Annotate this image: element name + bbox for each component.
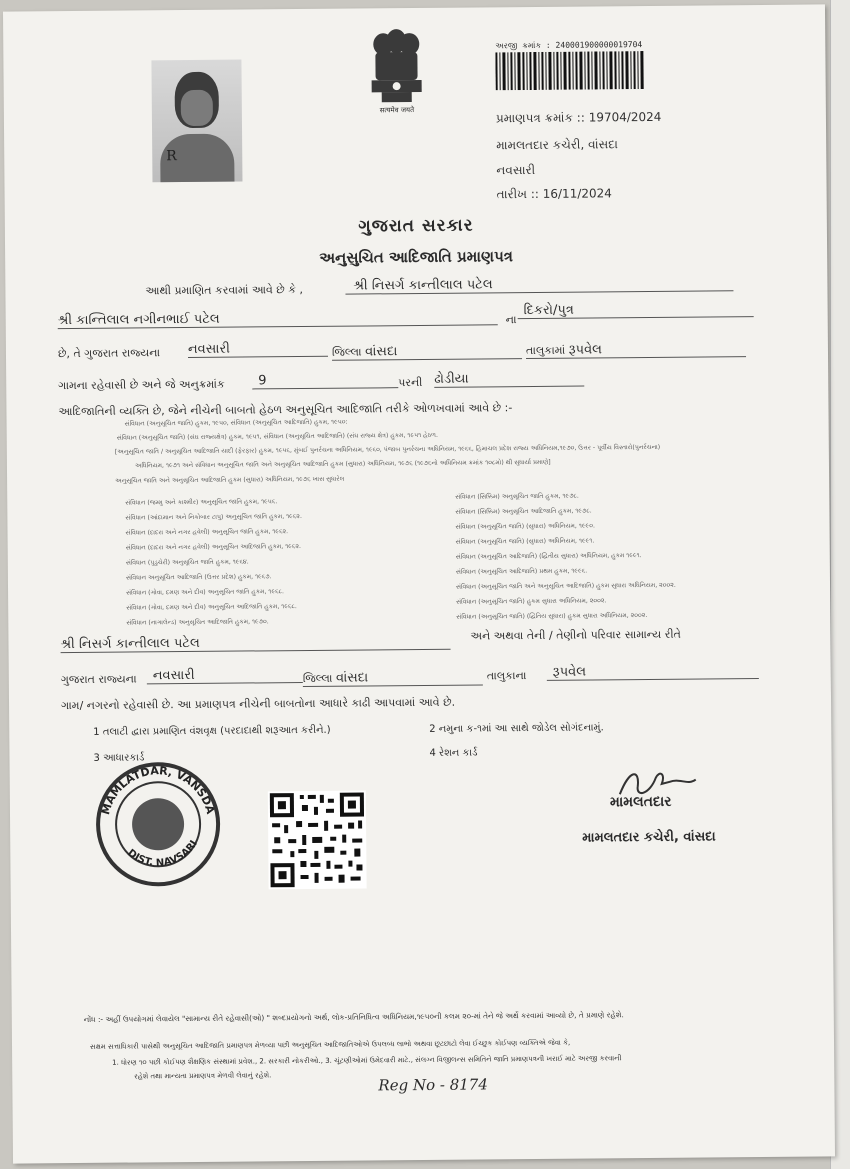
certify-text: આથી પ્રમાણિત કરવામાં આવે છે કે , [145, 283, 304, 298]
label-na: ના [505, 313, 517, 327]
order-right: સંવિધાન (સિક્કિમ) અનુસૂચિત આદિજાતિ હુકમ, ૧૯૭૮. [455, 507, 592, 516]
resident-text: ગામના રહેવાસી છે અને જે અનુક્રમાંક [58, 377, 225, 393]
basis-item: 1 તલાટી દ્વારા પ્રમાણિત વંશવૃક્ષ (પરદાદાથી શરૂઆત કરીને.) [93, 724, 331, 738]
order-line: અનુસૂચિત જાતિ અને અનુસૂચિત આદિજાતિ હુકમ (સુધારા) અધિનિયમ, ૧૯૭૬ ખાસ સુધારેલ [115, 475, 345, 485]
order-right: સંવિધાન (અનુસૂચિત જાતિ) હુકમ સુધારા અધિનિયમ, ૨૦૦૨. [456, 597, 607, 606]
barcode-icon [495, 51, 645, 90]
certificate-sheet [3, 4, 835, 1163]
order-left: સંવિધાન (જમ્મુ અને કાશ્મીર) અનુસૂચિત જાતિ હુકમ, ૧૯૫૬. [125, 498, 278, 507]
signatory-office: મામલતદાર કચેરી, વાંસદા [582, 829, 716, 846]
family-taluka-label: તાલુકાના [486, 669, 527, 683]
certificate-number: પ્રમાણપત્ર ક્રમાંક :: 19704/2024 [495, 109, 662, 126]
order-left: સંવિધાન (ગોવા, દમણ અને દીવ) અનુસૂચિત જાતિ હુકમ, ૧૯૬૮. [126, 588, 284, 597]
issue-date: તારીખ :: 16/11/2024 [496, 186, 612, 202]
family-district-label: જિલ્લા વાંસદા [303, 669, 483, 687]
family-district-value: નવસારી [147, 667, 303, 684]
basis-item: 3 આધારકાર્ડ [93, 752, 145, 764]
order-left: સંવિધાન (દાદરા અને નગર હવેલી) અનુસૂચિત આદિજાતિ હુકમ, ૧૯૬૨. [125, 543, 302, 552]
order-line: અધિનિયમ, ૧૯૭૧ અને સંવિધાન અનુસૂચિત જાતિ અને અનુસૂચિત આદિજાતિ હુકમ (સુધારા) અધિનિયમ, ૧૯૭૬ (૧૯૭૬નો અધિનિયમ ક્રમાંક ૧૦૮મો) થી સુધાર્યા પ્રમાણે] [134, 458, 551, 470]
district-value: નવસારી [188, 341, 328, 358]
government-title: ગુજરાત સરકાર [358, 215, 474, 237]
order-right: સંવિધાન (સિક્કિમ) અનુસૂચિત જાતિ હુકમ, ૧૯૭૮. [455, 492, 579, 501]
footer-line: 1. ધોરણ ૧૦ પછી કોઈપણ શૈક્ષણિક સંસ્થામાં પ્રવેશ., 2. સરકારી નોકરીઓ., 3. ચૂંટણીઓમાં ઉમેદવારી માટે., સંલગ્ન વિજીલન્સ સમિતિને જાતિ પ્રમાણપત્રની ખરાઈ માટે અરજી કરવાની [112, 1054, 622, 1067]
tribe-name: ઢોડીયા [434, 371, 584, 388]
district-label: જિલ્લા વાંસદા [332, 343, 522, 361]
issuing-office: મામલતદાર કચેરી, વાંસદા [496, 137, 618, 153]
footer-line: સક્ષમ સત્તાધિકારી પાસેથી અનુસૂચિત આદિજાતિ પ્રમાણપત્ર મેળવ્યા પછી અનુસૂચિત આદિજાતિઓએ ઉપલબ્ધ લાભો અથવા છૂટછાટો લેવા ઈચ્છુક કોઈપણ વ્યક્તિએ જેવા કે, [89, 1038, 571, 1051]
village-value: રૂપવેલ [568, 342, 603, 358]
emblem-motto: सत्यमेव जयते [379, 106, 415, 115]
basis-item: 4 રેશન કાર્ડ [429, 747, 478, 759]
order-left: સંવિધાન (દાદરા અને નગર હવેલી) અનુસૂચિત જાતિ હુકમ, ૧૯૬૨. [125, 528, 289, 537]
order-left: સંવિધાન અનુસૂચિત આદિજાતિ (ઉત્તર પ્રદેશ) હુકમ, ૧૯૬૭. [125, 573, 272, 582]
order-line: સંવિધાન (અનુસૂચિત જાતિ) (સંઘ રાજ્યક્ષેત્ર) હુકમ, ૧૯૫૧, સંવિધાન (અનુસૂચિત આદિજાતિ) (સંઘ રાજ્ય ક્ષેત્ર) હુકમ, ૧૯૫૧ હેઠળ. [116, 431, 438, 442]
order-right: સંવિધાન (અનુસૂચિત આદિજાતિ) પ્રથમ હુકમ, ૧૯૯૬. [455, 567, 588, 576]
footer-note: નોંધ :- અહીં ઉપયોગમાં લેવાયેલ "સામાન્ય રીતે રહેવાસી(ઓ) " શબ્દપ્રયોગનો અર્થ, લોક-પ્રતિનિધિત્વ અધિનિયમ,૧૯૫૦ની કલમ ૨૦-માં તેને જે અર્થે કરવામાં આવ્યો છે, તે પ્રમાણે રહેશે. [83, 1010, 624, 1024]
applicant-photo [151, 60, 242, 183]
family-village-value: રૂપવેલ [547, 663, 759, 681]
qr-code-icon [268, 790, 367, 889]
family-applicant-name: શ્રી નિસર્ગ કાન્તીલાલ પટેલ [60, 634, 450, 653]
issuing-district: નવસારી [496, 162, 536, 178]
order-right: સંવિધાન (અનુસૂચિત જાતિ અને અનુસૂચિત આદિજાતિ) હુકમ સુધારા અધિનિયમ, ૨૦૦૨. [455, 581, 676, 591]
order-line: સંવિધાન (અનુસૂચિત જાતિ) હુકમ, ૧૯૫૦, સંવિધાન (અનુસૂચિત આદિજાતિ) હુકમ, ૧૯૫૦: [124, 418, 348, 428]
serial-number: 9 [252, 372, 398, 389]
handwritten-registration: Reg No - 8174 [378, 1075, 488, 1095]
signatory-title: મામલતદાર [609, 793, 672, 811]
order-right: સંવિધાન (અનુસૂચિત જાતિ) (સુધારા) અધિનિયમ, ૧૯૯૧. [455, 537, 595, 546]
order-left: સંવિધાન (આંદામાન અને નિકોબાર ટાપુ) અનુસૂચિત જાતિ હુકમ, ૧૯૬૨. [125, 513, 302, 522]
relation: દિકરો/પુત્ર [518, 301, 754, 319]
family-taluka-value: વાંસદા [335, 670, 369, 686]
certificate-title: અનુસુચિત આદિજાતિ પ્રમાણપત્ર [319, 247, 514, 267]
family-resident-text: ગામ/ નગરનો રહેવાસી છે. આ પ્રમાણપત્ર નીચેની બાબતોના આધારે કાઢી આપવામાં આવે છે. [60, 695, 456, 713]
taluka-label: તાલુકામાં રૂપવેલ [526, 341, 746, 359]
order-left: સંવિધાન (પુડુચેરી) અનુસૂચિત જાતિ હુકમ, ૧૯૬૪. [125, 558, 249, 567]
serial-suffix: પરની [398, 375, 423, 390]
application-number: અરજી ક્રમાંક : 240001900000019704 [495, 40, 643, 51]
order-right: સંવિધાન (અનુસૂચિત જાતિ) (સુધારા) અધિનિયમ, ૧૯૯૦. [455, 522, 595, 531]
official-seal-icon [94, 760, 223, 889]
basis-item: 2 નમુના ક-૧માં આ સાથે જોડેલ સોગંદનામું. [429, 722, 604, 735]
photo-mark: R [166, 148, 177, 165]
order-right: સંવિધાન (અનુસૂચિત જાતિ) (દ્વિતિય સુધારા) હુકમ સુધારા અધિનિયમ, ૨૦૦૨. [456, 612, 648, 621]
order-right: સંવિધાન (અનુસૂચિત આદિજાતિ) (દ્વિતીય સુધારા) અધિનિયમ, હુકમ ૧૯૯૧. [455, 552, 642, 561]
father-name: શ્રી કાન્તિલાલ નગીનભાઈ પટેલ [58, 309, 498, 329]
order-left: સંવિધાન (નાગાલેન્ડ) અનુસૂચિત આદિજાતિ હુકમ, ૧૯૭૦. [126, 618, 269, 627]
family-text: અને અથવા તેની / તેણીનો પરિવાર સામાન્ય રીતે [470, 627, 681, 643]
applicant-name: શ્રી નિસર્ગ કાન્તીલાલ પટેલ [345, 275, 733, 294]
svg-text:MAMLATDAR, VANSDA: MAMLATDAR, VANSDA [99, 764, 217, 817]
tribe-text: આદિજાતિની વ્યક્તિ છે, જેને નીચેની બાબતો હેઠળ અનુસૂચિત આદિજાતિ તરીકે ઓળખવામાં આવે છે :- [58, 401, 513, 419]
footer-line: રહેશે તથા માન્યતા પ્રમાણપત્ર મેળવી લેવાનું રહેશે. [134, 1071, 272, 1081]
taluka-value: વાંસદા [365, 344, 398, 360]
order-line: [અનુસૂચિત જાતિ / અનુસૂચિત આદિજાતિ યાદી (ફેરફાર) હુકમ, ૧૯૫૬, મુંબઈ પુનર્રચના અધિનિયમ, ૧૯૬૦, પંજાબ પુનર્રચના અધિનિયમ, ૧૯૬૬, હિમાચલ પ્રદેશ રાજ્ય અધિનિયમ,૧૯૭૦, ઉત્તર - પૂર્વીય વિસ્તારો(પુનર્રચના) [114, 443, 661, 456]
order-left: સંવિધાન (ગોવા, દમણ અને દીવ) અનુસૂચિત આદિજાતિ હુકમ, ૧૯૬૮. [126, 603, 297, 612]
state-text: છે, તે ગુજરાત રાજ્યના [57, 346, 161, 361]
svg-text:DIST. NAVSARI: DIST. NAVSARI [125, 838, 200, 869]
family-state-text: ગુજરાત રાજ્યના [60, 672, 137, 687]
